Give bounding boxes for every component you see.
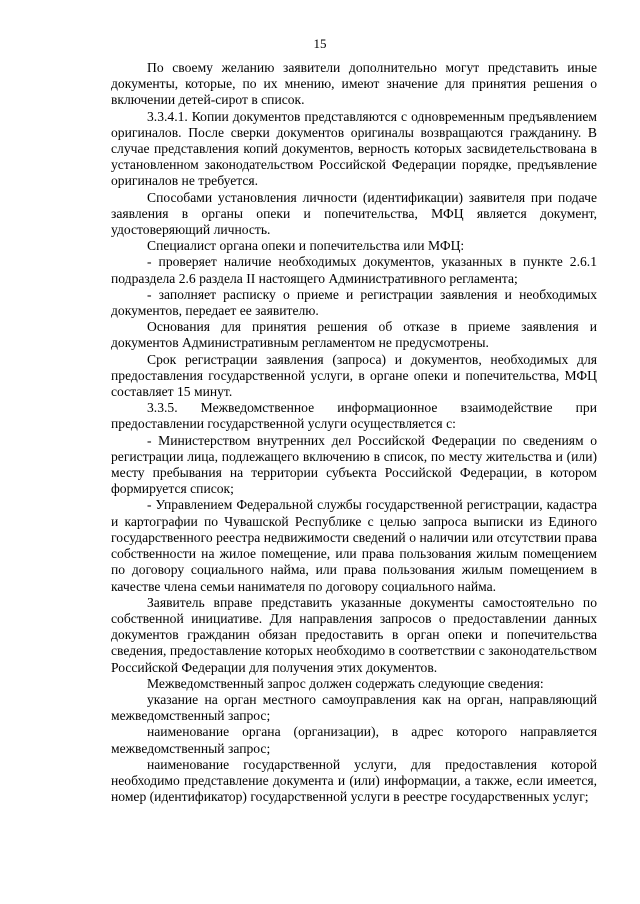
list-item: - заполняет расписку о приеме и регистрации заявления и необходимых документов, передает ее заявителю. [111, 286, 597, 319]
page-number: 15 [313, 36, 327, 51]
paragraph: Межведомственный запрос должен содержать следующие сведения: [147, 675, 544, 691]
list-item: наименование государственной услуги, для предоставления которой необходимо представление документа и (или) информации, а также, если имеется, номер (идентификатор) государственной услуги в реестре государственных услуг; [111, 756, 597, 805]
document-body [111, 60, 597, 805]
paragraph: Заявитель вправе представить указанные документы самостоятельно по собственной инициативе. Для направления запросов о предоставлении данных документов гражданин обязан предоставить в орган опеки и попечительства сведения, предоставление которых необходимо в соответствии с законодательством Российской Федерации для получения этих документов. [111, 594, 597, 675]
list-item: - Управлением Федеральной службы государственной регистрации, кадастра и картографии по Чувашской Республике с целью запроса выписки из Единого государственного реестра недвижимости сведений о наличии или отсутствии права собственности на жилое помещение, или права пользования жилым помещением по договору социального найма, или права пользования жилым помещением в качестве члена семьи нанимателя по договору социального найма. [111, 497, 597, 594]
list-item: - Министерством внутренних дел Российской Федерации по сведениям о регистрации лица, подлежащего включению в список, по месту жительства и (или) месту пребывания на территории субъекта Российской Федерации, в котором формируется список; [111, 432, 597, 497]
list-item: наименование органа (организации), в адрес которого направляется межведомственный запрос; [111, 724, 597, 756]
paragraph: 3.3.5. Межведомственное информационное взаимодействие при предоставлении государственной услуги осуществляется с: [111, 400, 597, 432]
paragraph: По своему желанию заявители дополнительно могут представить иные документы, которые, по их мнению, имеют значение для принятия решения о включении детей-сирот в список. [111, 60, 597, 108]
paragraph: Срок регистрации заявления (запроса) и документов, необходимых для предоставления государственной услуги, в органе опеки и попечительства, МФЦ составляет 15 минут. [111, 351, 597, 400]
paragraph: Основания для принятия решения об отказе в приеме заявления и документов Административным регламентом не предусмотрены. [111, 319, 597, 351]
paragraph: Способами установления личности (идентификации) заявителя при подаче заявления в органы опеки и попечительства, МФЦ является документ, удостоверяющий личность. [111, 189, 597, 238]
list-item: указание на орган местного самоуправления как на орган, направляющий межведомственный запрос; [111, 691, 597, 724]
paragraph: 3.3.4.1. Копии документов представляются с одновременным предъявлением оригиналов. После сверки документов оригиналы возвращаются гражданину. В случае представления копий документов, верность которых засвидетельствована в установленном законодательством Российской Федерации порядке, предъявление оригиналов не требуется. [111, 108, 597, 189]
paragraph: Специалист органа опеки и попечительства или МФЦ: [147, 238, 465, 254]
list-item: - проверяет наличие необходимых документов, указанных в пункте 2.6.1 подраздела 2.6 раздела II настоящего Административного регламента; [111, 254, 597, 286]
